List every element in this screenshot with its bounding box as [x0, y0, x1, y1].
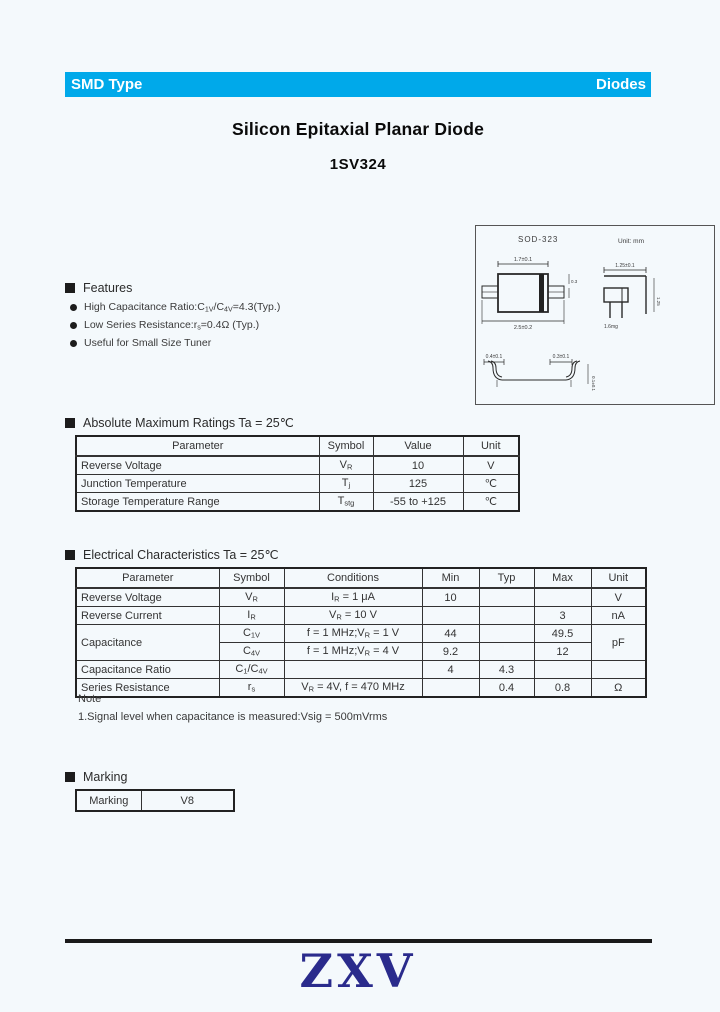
symbol-cell: $C_1/C_{4V}$: [219, 661, 284, 679]
conditions-cell: $V_R = 10$ V: [284, 607, 422, 625]
section-marker-icon: [65, 550, 75, 560]
max-cell: 12: [534, 643, 591, 661]
min-cell: [422, 607, 479, 625]
symbol-cell: $r_s$: [219, 679, 284, 698]
table-row: [76, 475, 519, 493]
end-view: [604, 267, 654, 318]
max-cell: 3: [534, 607, 591, 625]
typ-cell: 0.4: [479, 679, 534, 698]
parameter-cell: Reverse Voltage: [76, 588, 219, 607]
abs-max-heading: [65, 415, 294, 430]
note-heading: Note: [78, 693, 102, 705]
unit-cell: ℃: [463, 493, 519, 512]
symbol-cell: $V_R$: [319, 456, 373, 475]
footer-rule: [65, 939, 652, 943]
col-header: Conditions: [284, 568, 422, 588]
max-cell: 0.8: [534, 679, 591, 698]
unit-cell: pF: [591, 625, 646, 661]
conditions-cell: $I_R = 1$ μA: [284, 588, 422, 607]
col-header: Symbol: [319, 436, 373, 456]
bullet-icon: [70, 322, 77, 329]
col-header: Unit: [591, 568, 646, 588]
side-top-dim: 1.7±0.1: [513, 257, 533, 263]
unit-label: Unit: mm: [618, 238, 644, 245]
symbol-cell: $I_R$: [219, 607, 284, 625]
table-header-row: [76, 568, 646, 588]
typ-cell: [479, 625, 534, 643]
unit-cell: ℃: [463, 475, 519, 493]
typ-cell: [479, 643, 534, 661]
value-cell: 10: [373, 456, 463, 475]
min-cell: 10: [422, 588, 479, 607]
min-cell: 44: [422, 625, 479, 643]
conditions-cell: [284, 661, 422, 679]
marking-heading-label: Marking: [83, 770, 128, 784]
parameter-cell: Capacitance Ratio: [76, 661, 219, 679]
col-header: Typ: [479, 568, 534, 588]
value-cell: 125: [373, 475, 463, 493]
package-outline-drawing: [476, 226, 714, 404]
table-header-row: [76, 436, 519, 456]
profile-left-dim: 0.4±0.1: [485, 354, 503, 360]
unit-cell: nA: [591, 607, 646, 625]
feature-item-label: Useful for Small Size Tuner: [84, 337, 212, 349]
feature-item: [70, 301, 280, 313]
max-cell: [534, 661, 591, 679]
end-bottom-dim: 1.6mg: [604, 324, 618, 330]
lead-profile-view: [484, 359, 588, 387]
bullet-icon: [70, 340, 77, 347]
symbol-cell: $C_{4V}$: [219, 643, 284, 661]
unit-cell: V: [463, 456, 519, 475]
elec-heading: [65, 547, 278, 562]
section-marker-icon: [65, 283, 75, 293]
col-header: Parameter: [76, 568, 219, 588]
marking-heading: [65, 770, 127, 784]
profile-side-dim: 0.1±0.1: [591, 376, 596, 391]
min-cell: 4: [422, 661, 479, 679]
table-row: [76, 456, 519, 475]
header-bar: [65, 72, 651, 97]
header-left-label: SMD Type: [71, 76, 143, 93]
profile-right-dim: 0.3±0.1: [552, 354, 570, 360]
bullet-icon: [70, 304, 77, 311]
side-right-dim: 0.3: [571, 279, 578, 284]
package-name: SOD-323: [518, 235, 559, 244]
table-row: [76, 493, 519, 512]
side-view: [482, 261, 569, 324]
table-row: [76, 625, 646, 643]
max-cell: 49.5: [534, 625, 591, 643]
col-header: Symbol: [219, 568, 284, 588]
typ-cell: [479, 588, 534, 607]
unit-cell: [591, 661, 646, 679]
page-title: Silicon Epitaxial Planar Diode: [231, 119, 485, 139]
unit-cell: V: [591, 588, 646, 607]
abs-max-table: [75, 435, 520, 512]
marking-label-cell: Marking: [76, 790, 141, 811]
min-cell: [422, 679, 479, 698]
conditions-cell: f = 1 $MHz;V_R = 4$ V: [284, 643, 422, 661]
conditions-cell: f = 1 $MHz;V_R = 1$ V: [284, 625, 422, 643]
parameter-cell: Storage Temperature Range: [76, 493, 319, 512]
section-marker-icon: [65, 418, 75, 428]
elec-table: [75, 567, 647, 698]
col-header: Parameter: [76, 436, 319, 456]
note-line: 1.Signal level when capacitance is measured:Vsig = 500mVrms: [78, 711, 388, 723]
end-top-dim: 1.25±0.1: [615, 263, 635, 269]
header-right-label: Diodes: [595, 76, 646, 93]
table-row: [76, 661, 646, 679]
value-cell: -55 to +125: [373, 493, 463, 512]
end-right-dim: 1.25: [656, 297, 661, 306]
min-cell: 9.2: [422, 643, 479, 661]
side-bottom-dim: 2.5±0.2: [513, 325, 533, 331]
col-header: Unit: [463, 436, 519, 456]
col-header: Value: [373, 436, 463, 456]
feature-item: [70, 337, 211, 349]
typ-cell: 4.3: [479, 661, 534, 679]
typ-cell: [479, 607, 534, 625]
marking-value-cell: V8: [141, 790, 234, 811]
table-row: [76, 607, 646, 625]
parameter-cell: Reverse Voltage: [76, 456, 319, 475]
symbol-cell: $V_R$: [219, 588, 284, 607]
max-cell: [534, 588, 591, 607]
package-diagram: [475, 225, 715, 405]
col-header: Max: [534, 568, 591, 588]
feature-item: [70, 319, 259, 331]
marking-table: [75, 789, 235, 812]
parameter-cell: Reverse Current: [76, 607, 219, 625]
section-marker-icon: [65, 772, 75, 782]
features-heading: [65, 281, 132, 295]
features-heading-label: Features: [83, 281, 133, 295]
elec-heading-label: Electrical Characteristics Ta = 25℃: [83, 548, 279, 562]
unit-cell: Ω: [591, 679, 646, 698]
col-header: Min: [422, 568, 479, 588]
parameter-cell: Junction Temperature: [76, 475, 319, 493]
company-logo: ZXV: [299, 944, 417, 998]
parameter-cell: Capacitance: [76, 625, 219, 661]
symbol-cell: $T_{stg}$: [319, 493, 373, 512]
parameter-cell: Series Resistance: [76, 679, 219, 698]
table-row: [76, 790, 234, 811]
feature-item-label: High Capacitance $Ratio:C_{1V}/C_{4V}=4.3(Typ.)$: [84, 301, 281, 314]
table-row: [76, 588, 646, 607]
feature-item-label: Low Series $Resistance:r_s=0.4\Omega$ (Typ.): [84, 319, 260, 332]
symbol-cell: $T_j$: [319, 475, 373, 493]
symbol-cell: $C_{1V}$: [219, 625, 284, 643]
conditions-cell: $V_R = 4V$, f = 470 MHz: [284, 679, 422, 698]
table-row: [76, 679, 646, 698]
abs-max-heading-label: Absolute Maximum Ratings Ta = 25℃: [83, 416, 294, 430]
part-number: 1SV324: [329, 156, 387, 173]
